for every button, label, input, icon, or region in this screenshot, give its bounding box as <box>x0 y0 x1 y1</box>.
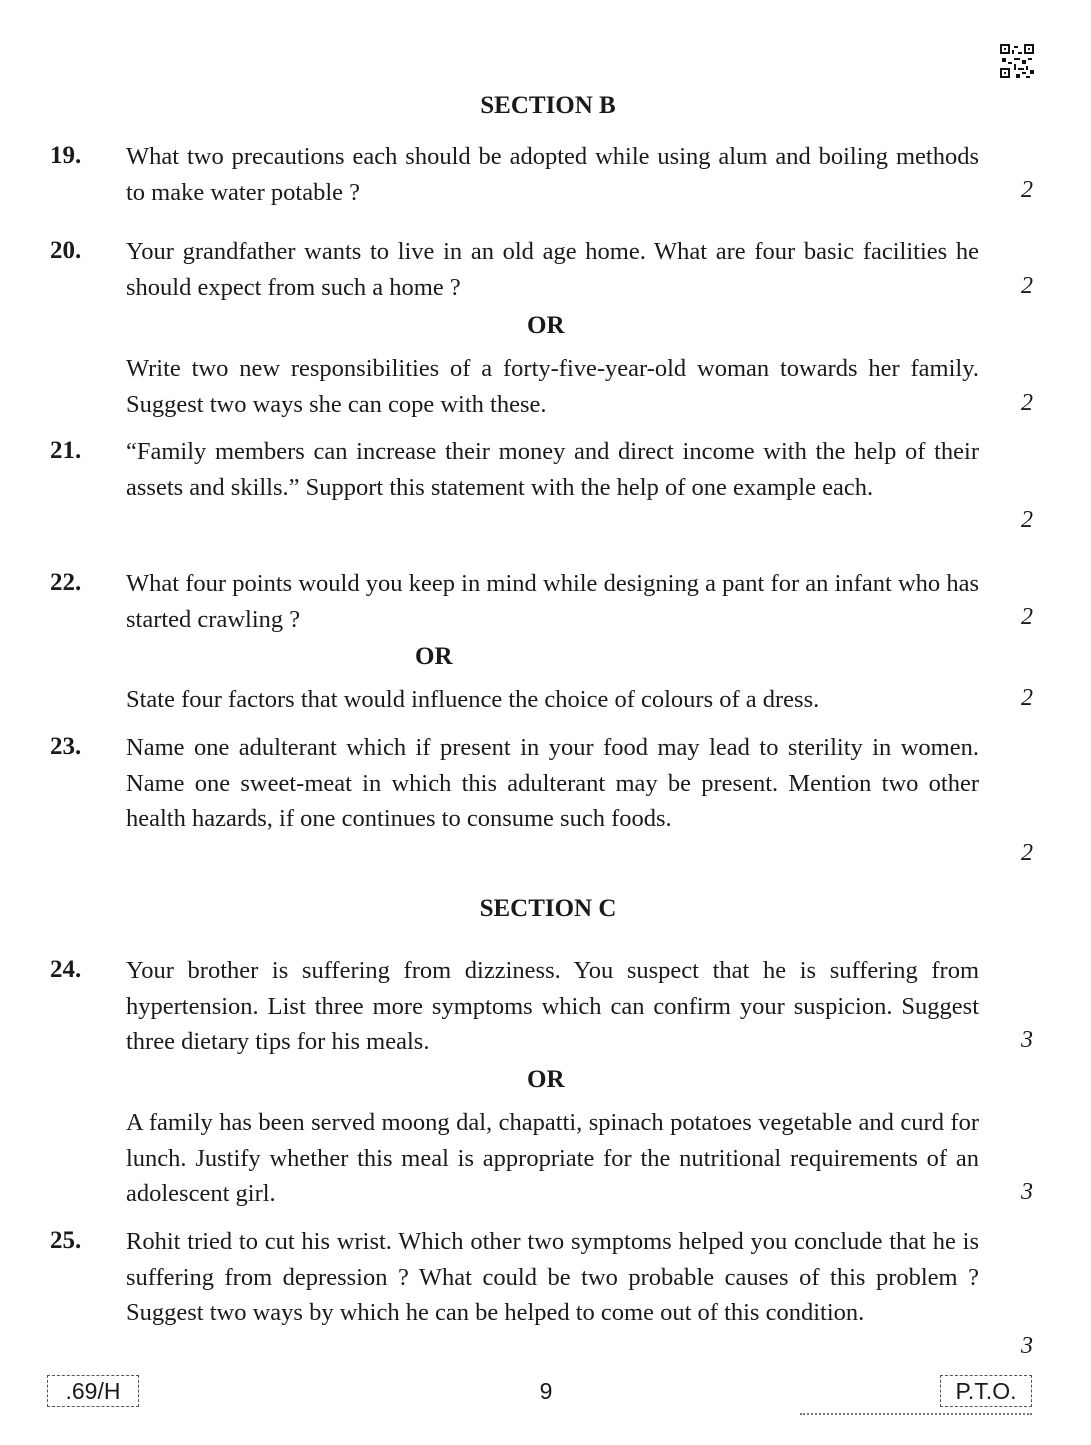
question-19-marks: 2 <box>1021 177 1033 203</box>
question-21-text: “Family members can increase their money and direct income with the help of their assets and skills.” Support this statement with the help of one example each. <box>126 438 979 501</box>
question-20-or: OR <box>527 312 565 339</box>
question-24-or: OR <box>527 1066 565 1093</box>
page-number: 9 <box>539 1378 553 1404</box>
qr-code-icon <box>1000 44 1034 78</box>
question-22-alt-text: State four factors that would influence the choice of colours of a dress. <box>126 686 820 713</box>
question-25-text: Rohit tried to cut his wrist. Which other two symptoms helped you conclude that he is suffering from depression ? What could be two probable causes of this problem ? Suggest two ways by which he can be helped to come out of this condition. <box>126 1228 979 1326</box>
question-24-text: Your brother is suffering from dizziness. You suspect that he is suffering from hypertension. List three more symptoms which can confirm your suspicion. Suggest three dietary tips for his meals. <box>126 957 979 1055</box>
question-22-or: OR <box>415 643 453 670</box>
question-20-alt-marks: 2 <box>1021 390 1033 416</box>
question-25-number: 25. <box>50 1227 82 1254</box>
section-b-heading: SECTION B <box>480 92 616 119</box>
paper-code: .69/H <box>47 1375 139 1407</box>
micro-text-line <box>800 1413 1032 1415</box>
question-24-number: 24. <box>50 956 82 983</box>
question-24-marks: 3 <box>1021 1027 1033 1053</box>
question-23-text: Name one adulterant which if present in your food may lead to sterility in women. Name one sweet-meat in which this adulterant may be present. Mention two other health hazards, if one continues to consume such foods. <box>126 734 979 832</box>
section-c-heading: SECTION C <box>479 895 617 922</box>
question-20-number: 20. <box>50 237 82 264</box>
question-22-number: 22. <box>50 569 82 596</box>
question-21-marks: 2 <box>1021 507 1033 533</box>
question-20-marks: 2 <box>1021 273 1033 299</box>
question-24-alt-marks: 3 <box>1021 1179 1033 1205</box>
question-23-number: 23. <box>50 733 82 760</box>
question-25-marks: 3 <box>1021 1333 1033 1359</box>
question-24-alt-text: A family has been served moong dal, chapatti, spinach potatoes vegetable and curd for lunch. Justify whether this meal is appropriate for the nutritional requirements of an adolescent girl. <box>126 1109 979 1207</box>
question-20-text: Your grandfather wants to live in an old age home. What are four basic facilities he should expect from such a home ? <box>126 238 979 301</box>
question-22-alt-marks: 2 <box>1021 685 1033 711</box>
question-22-marks: 2 <box>1021 604 1033 630</box>
question-23-marks: 2 <box>1021 840 1033 866</box>
question-22-text: What four points would you keep in mind while designing a pant for an infant who has started crawling ? <box>126 570 979 633</box>
question-19-number: 19. <box>50 142 82 169</box>
question-20-alt-text: Write two new responsibilities of a forty-five-year-old woman towards her family. Suggest two ways she can cope with these. <box>126 355 979 418</box>
pto-label: P.T.O. <box>940 1375 1032 1407</box>
question-19-text: What two precautions each should be adopted while using alum and boiling methods to make water potable ? <box>126 143 979 206</box>
question-21-number: 21. <box>50 437 82 464</box>
